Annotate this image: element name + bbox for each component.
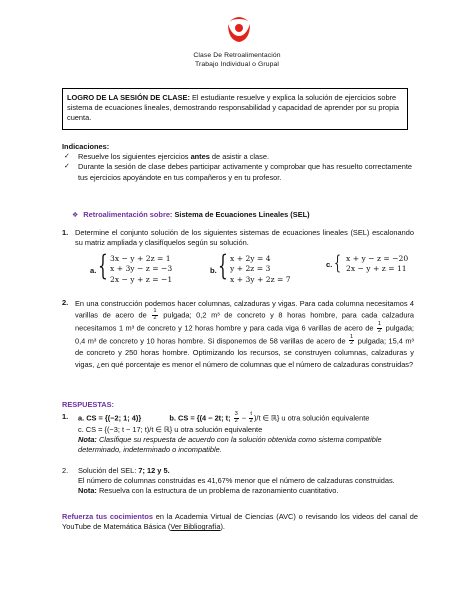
indicacion-bold: antes <box>190 152 210 162</box>
note-label: Nota: <box>78 434 97 444</box>
numerator: 1 <box>350 333 354 340</box>
system-tag: c. <box>326 260 333 269</box>
check-icon: ✓ <box>64 162 70 171</box>
note-text: Resuelva con la estructura de un problema de razonamiento cuantitativo. <box>96 486 339 496</box>
logro-box <box>62 88 408 130</box>
respuesta-2 <box>62 466 418 497</box>
header-line-1: Clase De Retroalimentación <box>193 52 281 59</box>
question-number: 1. <box>62 228 69 237</box>
logro-text: El estudiante resuelve y explica la solución de ejercicios sobre sistema de ecuaciones lineales, demostrando responsabilidad y capacidad de aprender por su propia cuenta. <box>67 93 399 123</box>
equation: 2x − y + z = 11 <box>346 264 407 274</box>
fraction <box>249 412 253 425</box>
numerator: 3 <box>234 411 238 417</box>
brace-icon: { <box>334 250 342 274</box>
indicaciones-heading: Indicaciones: <box>62 142 110 151</box>
denominator: 2 <box>377 327 382 334</box>
denominator: 2 <box>249 417 253 424</box>
question-2 <box>62 298 414 370</box>
section-label: Retroalimentación sobre: <box>83 210 173 219</box>
question-text-part: pulgada; 15,4 m³ de concreto y 250 horas hombre. Optimizando los recursos, se construyen columnas, calzaduras y vigas, ¿en qué porcentaje es menor el número de columnas que el número de calzaduras construidas? <box>75 335 414 369</box>
question-text: Determine el conjunto solución de los siguientes sistemas de ecuaciones lineales (SEL) escalonando su matriz ampliada y clasifíquelos según su solución. <box>75 228 414 248</box>
answer-line <box>78 466 418 476</box>
numerator: t <box>250 411 252 417</box>
note-text: Clasifique su respuesta de acuerdo con la solución obtenida como sistema compatible determinado, indeterminado o incompatible. <box>78 434 382 455</box>
indicacion-text: Durante la sesión de clase debes participar activamente y comprobar que has resuelto correctamente tus ejercicios apoyándote en tus compañeros y en tu profesor. <box>78 162 412 182</box>
indicacion-text: de asistir a clase. <box>209 152 270 162</box>
diamond-bullet-icon: ❖ <box>72 211 79 219</box>
answer-b-part: − <box>239 413 249 423</box>
indicacion-item <box>62 162 412 182</box>
question-text-part: pulgada; 0,2 m³ de concreto y 8 horas hombre, para cada calzadura necesitamos 1 m³ de concreto y 12 horas hombre y para cada viga 6 varillas de acero de <box>75 310 415 333</box>
system-tag: a. <box>90 266 97 275</box>
answer-a: a. CS = {(−2; 1; 4)} <box>78 413 142 423</box>
fraction <box>377 322 382 335</box>
answer-c: c. CS = {(−3; t − 17; t)/t ∈ ℝ} u otra solución equivalente <box>78 424 263 434</box>
bibliografia-link[interactable]: Ver Bibliografía <box>170 522 221 532</box>
section-topic: Sistema de Ecuaciones Lineales (SEL) <box>172 210 310 219</box>
header-line-2: Trabajo Individual o Grupal <box>194 61 280 69</box>
equation: y + 2z = 3 <box>230 264 271 274</box>
fraction <box>152 309 157 322</box>
indicacion-item <box>62 152 412 162</box>
denominator: 2 <box>234 417 238 424</box>
equation: 2x − y + z = −1 <box>110 274 173 284</box>
answer-note <box>78 435 418 455</box>
answer-line-ab <box>78 412 418 425</box>
question-number: 2. <box>62 298 69 307</box>
question-text-part: En una construcción podemos hacer columnas, calzaduras y vigas. Para cada columna necesitamos 4 varillas de acero de <box>75 299 414 320</box>
denominator: 2 <box>350 340 354 347</box>
question-1 <box>62 228 414 248</box>
respuesta-1 <box>62 412 418 455</box>
answer-b-part: )/t ∈ ℝ} u otra solución equivalente <box>253 413 370 423</box>
equation: x + y − z = −20 <box>346 254 409 263</box>
answer-number: 2. <box>62 466 69 475</box>
brace-icon: { <box>98 249 108 282</box>
indicaciones <box>62 142 412 183</box>
note-label: Nota: <box>78 486 97 496</box>
denominator: 2 <box>153 315 157 322</box>
respuestas-heading: RESPUESTAS: <box>62 400 115 409</box>
answer-line: El número de columnas construidas es 41,67% menor que el número de calzaduras construidas. <box>78 476 395 486</box>
refuerza-text: en la Academia Virtual de Ciencias (AVC) o revisando los videos del canal de YouTube de Matemática Básica ( <box>62 512 418 532</box>
answer-number: 1. <box>62 412 69 421</box>
section-title <box>72 210 412 221</box>
answer-note <box>78 486 418 496</box>
system-tag: b. <box>210 266 217 275</box>
fraction <box>234 412 239 425</box>
question-text-part: pulgada; 0,4 m³ de concreto y 10 horas hombre. Si disponemos de 58 varillas de acero de <box>75 323 414 345</box>
university-logo <box>226 14 252 44</box>
document-header <box>0 51 474 69</box>
brace-icon: { <box>218 249 228 282</box>
refuerza-label: Refuerza tus cocimientos <box>62 512 153 521</box>
equation: 3x − y + 2z = 1 <box>110 254 171 263</box>
numerator: 1 <box>377 321 382 328</box>
indicacion-text: Resuelve los siguientes ejercicios <box>78 152 191 162</box>
answer-text: Solución del SEL: <box>78 466 139 475</box>
fraction <box>349 335 354 348</box>
answer-b: b. CS = {(4 − 2t; t; <box>169 413 233 423</box>
refuerza-paragraph <box>62 512 418 532</box>
equation: x + 3y − z = −3 <box>110 264 173 274</box>
logro-label: LOGRO DE LA SESIÓN DE CLASE: <box>67 93 190 102</box>
refuerza-end: ). <box>220 522 225 532</box>
question-text <box>75 298 414 370</box>
equation: x + 3y + 2z = 7 <box>230 274 291 284</box>
check-icon: ✓ <box>64 152 70 161</box>
equation: x + 2y = 4 <box>230 254 271 263</box>
numerator: 1 <box>153 308 157 315</box>
answer-bold: 7; 12 y 5. <box>138 466 170 475</box>
